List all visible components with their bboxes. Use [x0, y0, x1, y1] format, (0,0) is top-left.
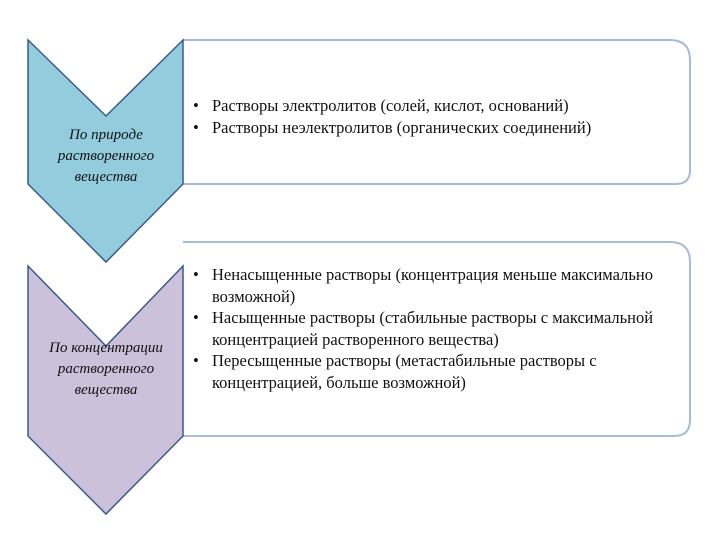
list-item: • Насыщенные растворы (стабильные растворы с максимальной концентрацией растворенного вещества)	[193, 307, 683, 350]
list-item: • Ненасыщенные растворы (концентрация меньше максимально возможной)	[193, 264, 683, 307]
list-item: • Растворы неэлектролитов (органических соединений)	[193, 117, 683, 139]
list-item: • Растворы электролитов (солей, кислот, оснований)	[193, 95, 683, 117]
list-item: • Пересыщенные растворы (метастабильные растворы с концентрацией, больше возможной)	[193, 350, 683, 393]
bullet-list-1	[193, 95, 683, 138]
bullet-list-2	[193, 264, 683, 393]
category-label-2: По концентрации растворенного вещества	[49, 340, 163, 398]
category-label-1: По природе растворенного вещества	[57, 127, 155, 185]
